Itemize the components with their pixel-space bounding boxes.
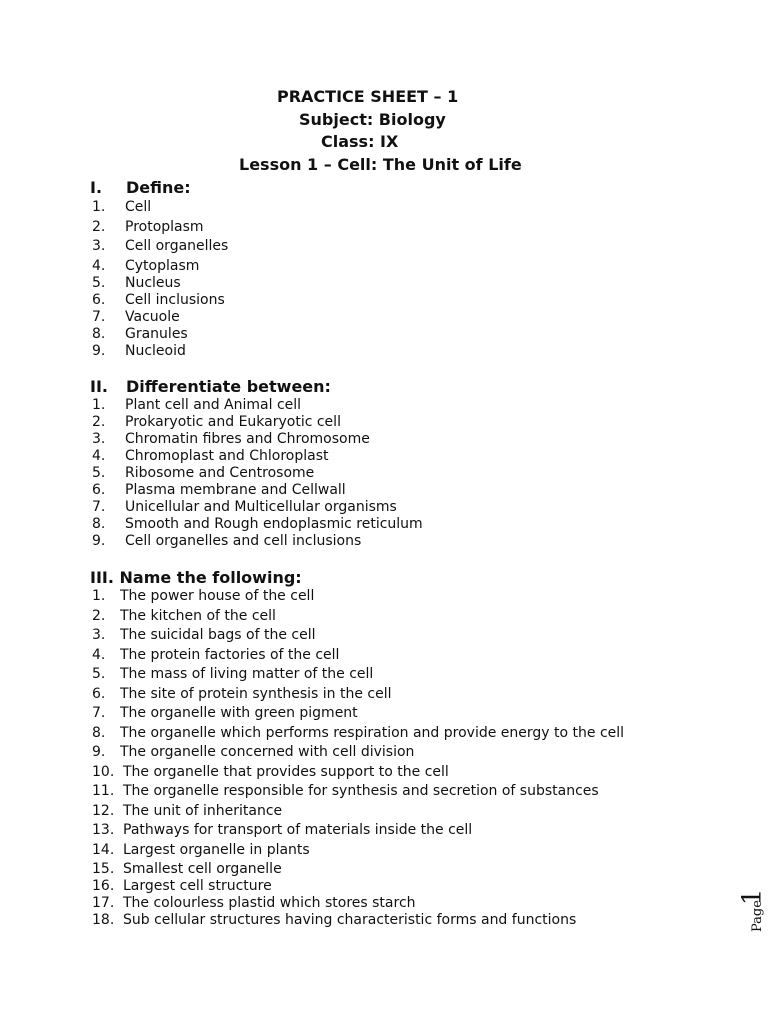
item-number: 7.: [92, 309, 106, 325]
list-item: [92, 499, 397, 516]
item-number: 4.: [92, 448, 106, 464]
item-text: The mass of living matter of the cell: [120, 666, 374, 682]
lesson-title: Lesson 1 – Cell: The Unit of Life: [239, 155, 522, 174]
section-title: Differentiate between:: [126, 377, 331, 396]
item-number: 2.: [92, 414, 106, 430]
item-number: 4.: [92, 647, 106, 663]
item-text: The organelle which performs respiration and provide energy to the cell: [120, 725, 625, 741]
item-number: 13.: [92, 822, 115, 838]
list-item: [92, 516, 423, 533]
item-number: 5.: [92, 275, 106, 291]
item-text: The suicidal bags of the cell: [120, 627, 316, 643]
section-number: II.: [90, 377, 108, 396]
item-number: 2.: [92, 219, 106, 235]
list-item: [92, 309, 180, 326]
list-item: [92, 725, 624, 742]
item-text: Chromoplast and Chloroplast: [125, 448, 329, 464]
item-number: 1.: [92, 199, 106, 215]
item-text: Plant cell and Animal cell: [125, 397, 302, 413]
list-item: [92, 803, 282, 820]
item-text: The organelle that provides support to the cell: [123, 764, 449, 780]
item-number: 5.: [92, 666, 106, 682]
section-heading-define: [90, 178, 191, 197]
item-number: 9.: [92, 343, 106, 359]
list-item: [92, 861, 282, 878]
item-text: Largest cell structure: [123, 878, 272, 894]
item-text: Cell: [125, 199, 152, 215]
item-number: 7.: [92, 705, 106, 721]
item-text: The power house of the cell: [120, 588, 315, 604]
class-line: Class: IX: [321, 132, 399, 151]
item-number: 15.: [92, 861, 115, 877]
item-text: Plasma membrane and Cellwall: [125, 482, 346, 498]
item-number: 6.: [92, 686, 106, 702]
item-text: Cytoplasm: [125, 258, 200, 274]
item-text: The protein factories of the cell: [120, 647, 340, 663]
list-item: [92, 465, 314, 482]
list-item: [92, 608, 276, 625]
item-number: 5.: [92, 465, 106, 481]
item-number: 12.: [92, 803, 115, 819]
list-item: [92, 895, 416, 912]
list-item: [92, 258, 199, 275]
item-number: 8.: [92, 725, 106, 741]
item-text: The kitchen of the cell: [120, 608, 276, 624]
section-number: III.: [90, 568, 114, 587]
item-text: Ribosome and Centrosome: [125, 465, 315, 481]
list-item: [92, 199, 151, 216]
list-item: [92, 448, 329, 465]
item-number: 17.: [92, 895, 115, 911]
item-text: Pathways for transport of materials inside the cell: [123, 822, 473, 838]
item-number: 8.: [92, 516, 106, 532]
section-heading-name-following: [90, 568, 302, 587]
item-number: 7.: [92, 499, 106, 515]
list-item: [92, 912, 576, 929]
item-number: 9.: [92, 533, 106, 549]
list-item: [92, 482, 346, 499]
item-text: Prokaryotic and Eukaryotic cell: [125, 414, 341, 430]
list-item: [92, 292, 225, 309]
list-item: [92, 397, 301, 414]
item-number: 3.: [92, 627, 106, 643]
item-number: 3.: [92, 431, 106, 447]
list-item: [92, 822, 472, 839]
item-number: 14.: [92, 842, 115, 858]
item-text: Nucleus: [125, 275, 181, 291]
item-number: 6.: [92, 482, 106, 498]
subject-line: Subject: Biology: [299, 110, 446, 129]
section-number: I.: [90, 178, 103, 197]
list-item: [92, 238, 228, 255]
list-item: [92, 219, 204, 236]
item-number: 10.: [92, 764, 115, 780]
list-item: [92, 842, 310, 859]
item-number: 6.: [92, 292, 106, 308]
item-text: The organelle with green pigment: [120, 705, 358, 721]
item-text: Cell organelles: [125, 238, 229, 254]
item-number: 4.: [92, 258, 106, 274]
list-item: [92, 326, 188, 343]
item-text: Cell organelles and cell inclusions: [125, 533, 362, 549]
item-text: Largest organelle in plants: [123, 842, 310, 858]
list-item: [92, 533, 361, 550]
item-text: Sub cellular structures having characteristic forms and functions: [123, 912, 577, 928]
item-text: Smallest cell organelle: [123, 861, 282, 877]
item-number: 8.: [92, 326, 106, 342]
item-text: Cell inclusions: [125, 292, 225, 308]
page-number-label: [730, 880, 768, 940]
page-text: Page: [750, 900, 765, 932]
item-number: 9.: [92, 744, 106, 760]
list-item: [92, 275, 181, 292]
item-text: Nucleoid: [125, 343, 186, 359]
item-text: Unicellular and Multicellular organisms: [125, 499, 397, 515]
section-title: Name the following:: [119, 568, 302, 587]
item-text: Chromatin fibres and Chromosome: [125, 431, 370, 447]
item-text: The organelle responsible for synthesis and secretion of substances: [123, 783, 599, 799]
item-number: 2.: [92, 608, 106, 624]
list-item: [92, 431, 370, 448]
item-text: Vacuole: [125, 309, 180, 325]
item-text: The organelle concerned with cell division: [120, 744, 415, 760]
item-text: The colourless plastid which stores starch: [123, 895, 416, 911]
item-text: Granules: [125, 326, 188, 342]
list-item: [92, 705, 358, 722]
list-item: [92, 764, 449, 781]
list-item: [92, 878, 272, 895]
list-item: [92, 588, 314, 605]
item-text: The unit of inheritance: [123, 803, 283, 819]
list-item: [92, 783, 599, 800]
list-item: [92, 627, 316, 644]
section-heading-differentiate: [90, 377, 331, 396]
item-number: 11.: [92, 783, 115, 799]
item-number: 3.: [92, 238, 106, 254]
list-item: [92, 666, 373, 683]
section-title: Define:: [126, 178, 191, 197]
item-text: Smooth and Rough endoplasmic reticulum: [125, 516, 423, 532]
item-text: The site of protein synthesis in the cell: [120, 686, 392, 702]
item-number: 1.: [92, 397, 106, 413]
item-number: 16.: [92, 878, 115, 894]
item-number: 18.: [92, 912, 115, 928]
sheet-title: PRACTICE SHEET – 1: [277, 87, 459, 106]
item-number: 1.: [92, 588, 106, 604]
list-item: [92, 343, 186, 360]
page-number: 1: [737, 888, 768, 906]
item-text: Protoplasm: [125, 219, 204, 235]
list-item: [92, 686, 391, 703]
list-item: [92, 414, 341, 431]
list-item: [92, 647, 339, 664]
list-item: [92, 744, 414, 761]
